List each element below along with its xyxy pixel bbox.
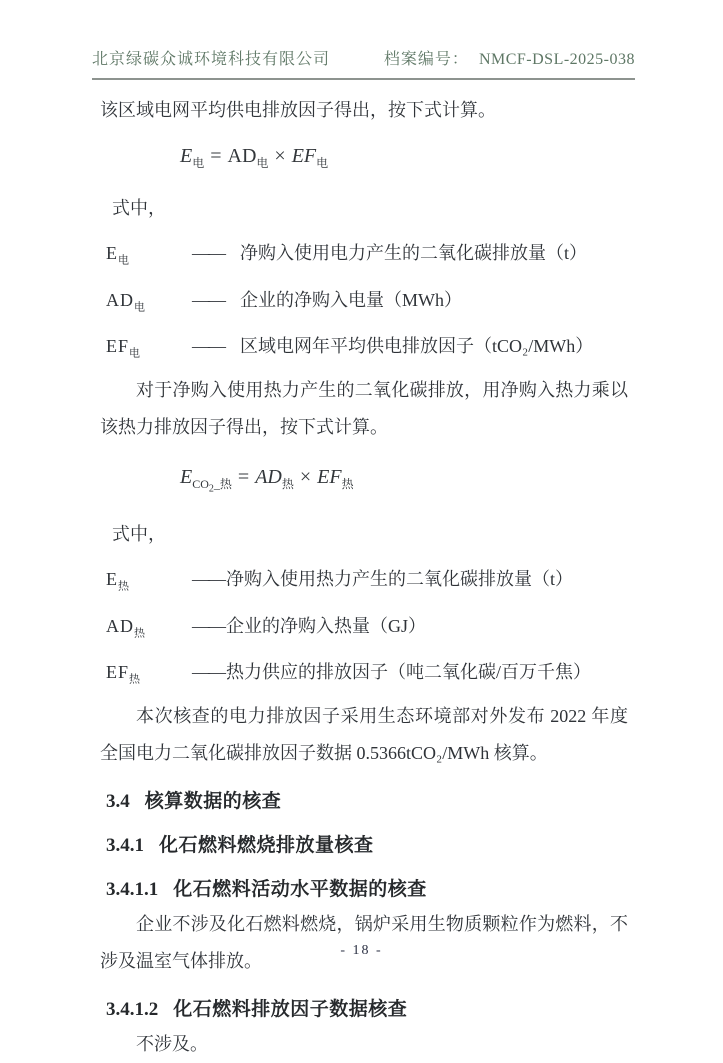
where-label-2: 式中， bbox=[112, 524, 166, 545]
formula-var-ef-heat: $EF_热$ bbox=[317, 465, 354, 491]
definition-row bbox=[100, 659, 628, 693]
definition-row bbox=[100, 287, 628, 321]
file-number bbox=[384, 46, 635, 69]
paragraph-intro: 该区域电网平均供电排放因子得出，按下式计算。 bbox=[100, 100, 496, 120]
section-heading-3-4-1-1 bbox=[100, 875, 628, 904]
definitions-heat bbox=[100, 566, 628, 693]
definition-text: 净购入使用热力产生的二氧化碳排放量（t） bbox=[226, 569, 573, 590]
equals-sign: = bbox=[237, 465, 250, 488]
definition-dash: —— bbox=[192, 243, 224, 263]
heading-title: 核算数据的核查 bbox=[144, 790, 282, 812]
definition-term: $E_热$ bbox=[106, 569, 130, 593]
paragraph-emission-factor: 本次核查的电力排放因子采用生态环境部对外发布 2022 年度全国电力二氧化碳排放因子数据 0.5366tCO₂/MWh 核算。 bbox=[100, 705, 628, 763]
definition-text: 企业的净购入热量（GJ） bbox=[226, 615, 427, 636]
definition-row bbox=[100, 613, 628, 647]
section-heading-3-4 bbox=[100, 787, 628, 816]
heading-number: 3.4.1.1 bbox=[106, 878, 159, 900]
section-heading-3-4-1 bbox=[100, 831, 628, 860]
heading-title: 化石燃料活动水平数据的核查 bbox=[173, 878, 427, 900]
company-name: 北京绿碳众诚环境科技有限公司 bbox=[92, 51, 331, 68]
formula-var-ad: $AD_电$ bbox=[227, 145, 269, 170]
definition-row bbox=[100, 240, 628, 274]
page-header bbox=[92, 46, 635, 80]
definition-text: 区域电网年平均供电排放因子（tCO₂/MWh） bbox=[240, 336, 594, 357]
where-label-1: 式中， bbox=[112, 198, 166, 218]
formula-var-e-heat: $E_{CO_2\_热}$ bbox=[180, 465, 232, 495]
definition-dash: —— bbox=[192, 336, 224, 357]
file-number-label: 档案编号： bbox=[383, 51, 469, 68]
heading-number: 3.4 bbox=[106, 790, 130, 812]
definition-term: $AD_热$ bbox=[106, 615, 146, 640]
multiply-sign: × bbox=[274, 145, 286, 167]
definition-row bbox=[100, 333, 628, 367]
formula-var-ad-heat: $AD_热$ bbox=[255, 465, 294, 491]
definition-text: 净购入使用电力产生的二氧化碳排放量（t） bbox=[240, 243, 587, 263]
definition-term: $EF_热$ bbox=[106, 662, 142, 686]
formula-var-e: $E_电$ bbox=[180, 145, 205, 170]
heading-title: 化石燃料燃烧排放量核查 bbox=[159, 834, 374, 856]
multiply-sign: × bbox=[299, 465, 312, 488]
definition-term: $E_电$ bbox=[106, 243, 130, 267]
file-number-value: NMCF-DSL-2025-038 bbox=[478, 51, 635, 68]
definition-row bbox=[100, 566, 628, 600]
formula-electricity bbox=[180, 139, 628, 180]
definition-dash: —— bbox=[192, 615, 224, 636]
document-body bbox=[100, 86, 628, 1063]
definitions-electricity bbox=[100, 240, 628, 367]
page-footer bbox=[0, 943, 723, 959]
heading-number: 3.4.1.2 bbox=[106, 998, 159, 1020]
definition-text: 企业的净购入电量（MWh） bbox=[240, 289, 462, 310]
definition-term: $AD_电$ bbox=[106, 289, 146, 314]
formula-var-ef: $EF_电$ bbox=[291, 145, 329, 170]
section-heading-3-4-1-2 bbox=[100, 995, 628, 1024]
equals-sign: = bbox=[210, 145, 222, 167]
heading-number: 3.4.1 bbox=[106, 834, 144, 856]
formula-heat bbox=[180, 460, 628, 506]
paragraph-not-involved: 不涉及。 bbox=[136, 1033, 208, 1054]
paragraph-fossil-fuel: 企业不涉及化石燃料燃烧，锅炉采用生物质颗粒作为燃料，不涉及温室气体排放。 bbox=[100, 913, 628, 971]
page-number: - 18 - bbox=[340, 943, 383, 958]
definition-text: 热力供应的排放因子（吨二氧化碳/百万千焦） bbox=[226, 662, 591, 683]
definition-term: $EF_电$ bbox=[106, 336, 142, 360]
paragraph-heat: 对于净购入使用热力产生的二氧化碳排放，用净购入热力乘以该热力排放因子得出，按下式计算。 bbox=[100, 379, 628, 437]
definition-dash: —— bbox=[192, 569, 224, 590]
definition-dash: —— bbox=[192, 289, 224, 310]
heading-title: 化石燃料排放因子数据核查 bbox=[173, 998, 408, 1020]
definition-dash: —— bbox=[192, 662, 224, 683]
